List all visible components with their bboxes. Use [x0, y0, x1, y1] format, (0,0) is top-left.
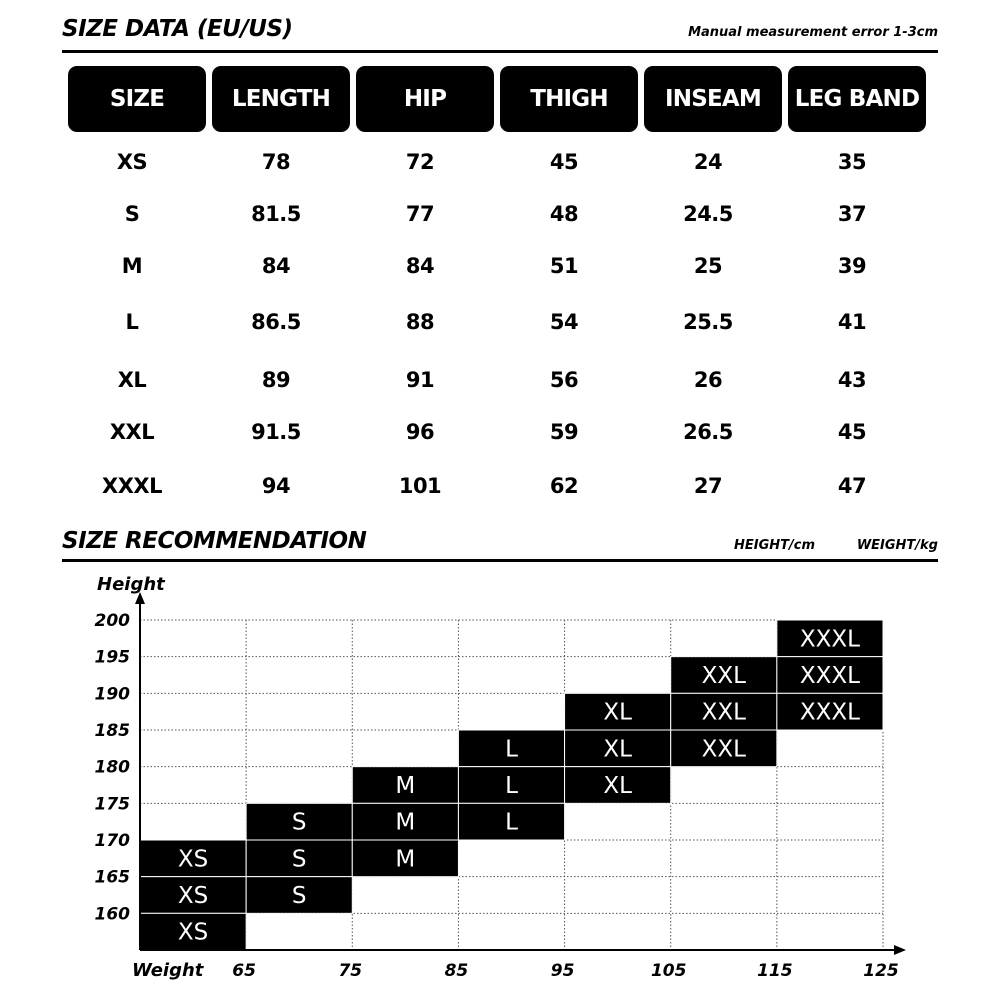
table-cell: 27	[693, 474, 723, 498]
x-tick-label: 85	[444, 961, 469, 981]
x-tick-label: 75	[338, 961, 363, 981]
table-cell: 45	[549, 150, 579, 174]
table-cell: XS	[116, 150, 148, 174]
table-cell: 48	[549, 202, 579, 226]
size-cell-label: S	[291, 846, 307, 873]
size-cell-label: XL	[603, 699, 632, 726]
table-cell: 39	[837, 254, 867, 278]
y-tick-label: 195	[94, 647, 130, 668]
table-cell: 43	[837, 368, 867, 392]
header-size: SIZE	[68, 66, 206, 132]
size-cell-label: L	[505, 809, 518, 836]
size-cell-label: XXXL	[799, 699, 860, 726]
table-cell: 51	[549, 254, 579, 278]
x-tick-label: 125	[863, 961, 899, 981]
y-tick-label: 180	[94, 757, 130, 778]
size-cell-label: M	[395, 809, 416, 836]
table-cell: XXXL	[102, 474, 162, 498]
table-cell: 62	[549, 474, 579, 498]
size-recommendation-title: SIZE RECOMMENDATION	[62, 528, 367, 554]
size-cell-label: L	[505, 773, 518, 799]
table-cell: 101	[398, 474, 442, 498]
table-cell: 78	[261, 150, 291, 174]
size-cell-label: S	[291, 883, 307, 909]
size-cell-label: XXL	[701, 736, 746, 763]
y-tick-label: 160	[94, 904, 130, 925]
table-cell: 25.5	[683, 310, 733, 334]
size-cell-label: XS	[177, 919, 209, 946]
x-tick-label: 105	[650, 961, 687, 981]
table-cell: 88	[405, 310, 435, 334]
measurement-note: Manual measurement error 1-3cm	[688, 25, 938, 40]
table-cell: M	[121, 254, 143, 278]
height-unit-label: HEIGHT/cm	[734, 538, 816, 553]
table-cell: 26.5	[683, 420, 733, 444]
size-cell-label: XS	[177, 846, 209, 873]
x-tick-label: 115	[757, 961, 793, 981]
weight-unit-label: WEIGHT/kg	[856, 538, 938, 553]
y-tick-label: 185	[94, 721, 130, 741]
table-cell: 26	[693, 368, 723, 392]
table-cell: 54	[549, 310, 579, 334]
size-cell-label: XS	[177, 883, 209, 909]
table-cell: 96	[405, 420, 435, 444]
x-tick-label: 95	[550, 961, 575, 981]
table-cell: 77	[405, 202, 435, 226]
y-tick-label: 190	[94, 684, 130, 705]
table-cell: 56	[549, 368, 579, 392]
table-cell: 24	[693, 150, 723, 174]
table-cell: 25	[693, 254, 723, 278]
y-tick-label: 200	[94, 611, 130, 631]
size-cell-label: XL	[603, 736, 632, 763]
table-cell: 91.5	[251, 420, 301, 444]
table-cell: 35	[837, 150, 867, 174]
size-cell-label: XXL	[701, 663, 746, 689]
table-cell: 94	[261, 474, 291, 498]
table-cell: XL	[117, 368, 147, 392]
table-cell: 86.5	[251, 310, 301, 334]
table-cell: L	[125, 310, 139, 334]
table-cell: 59	[549, 420, 579, 444]
table-cell: 84	[405, 254, 435, 278]
table-cell: 24.5	[683, 202, 733, 226]
table-cell: 91	[405, 368, 435, 392]
size-cell-label: M	[395, 773, 416, 799]
table-cell: 89	[261, 368, 291, 392]
size-cell-label: XXL	[701, 699, 746, 726]
header-leg-band: LEG BAND	[788, 66, 926, 132]
x-tick-label: 65	[232, 961, 256, 981]
table-cell: 84	[261, 254, 291, 278]
y-tick-label: 165	[94, 867, 130, 888]
table-cell: 45	[837, 420, 867, 444]
chart-cells	[140, 620, 883, 950]
table-cell: 47	[837, 474, 867, 498]
x-axis-arrow-icon	[894, 945, 906, 955]
header-hip: HIP	[356, 66, 494, 132]
size-cell-label: S	[291, 809, 307, 836]
table-cell: 37	[837, 202, 867, 226]
size-cell-label: XXXL	[799, 663, 860, 689]
header-inseam: INSEAM	[644, 66, 782, 132]
size-data-title: SIZE DATA (EU/US)	[62, 16, 293, 42]
header-thigh: THIGH	[500, 66, 638, 132]
size-cell-label: L	[505, 736, 518, 763]
table-cell: S	[124, 202, 140, 226]
y-tick-label: 170	[94, 831, 130, 851]
table-cell: 72	[405, 150, 435, 174]
size-cell-label: M	[395, 846, 416, 873]
x-axis-label: Weight	[132, 960, 204, 981]
y-tick-label: 175	[94, 794, 130, 815]
size-cell-label: XXXL	[799, 626, 860, 653]
size-cell-label: XL	[603, 773, 632, 799]
table-cell: 81.5	[251, 202, 301, 226]
table-cell: 41	[837, 310, 867, 334]
table-cell: XXL	[109, 420, 155, 444]
header-length: LENGTH	[212, 66, 350, 132]
y-axis-label: Height	[97, 574, 165, 595]
